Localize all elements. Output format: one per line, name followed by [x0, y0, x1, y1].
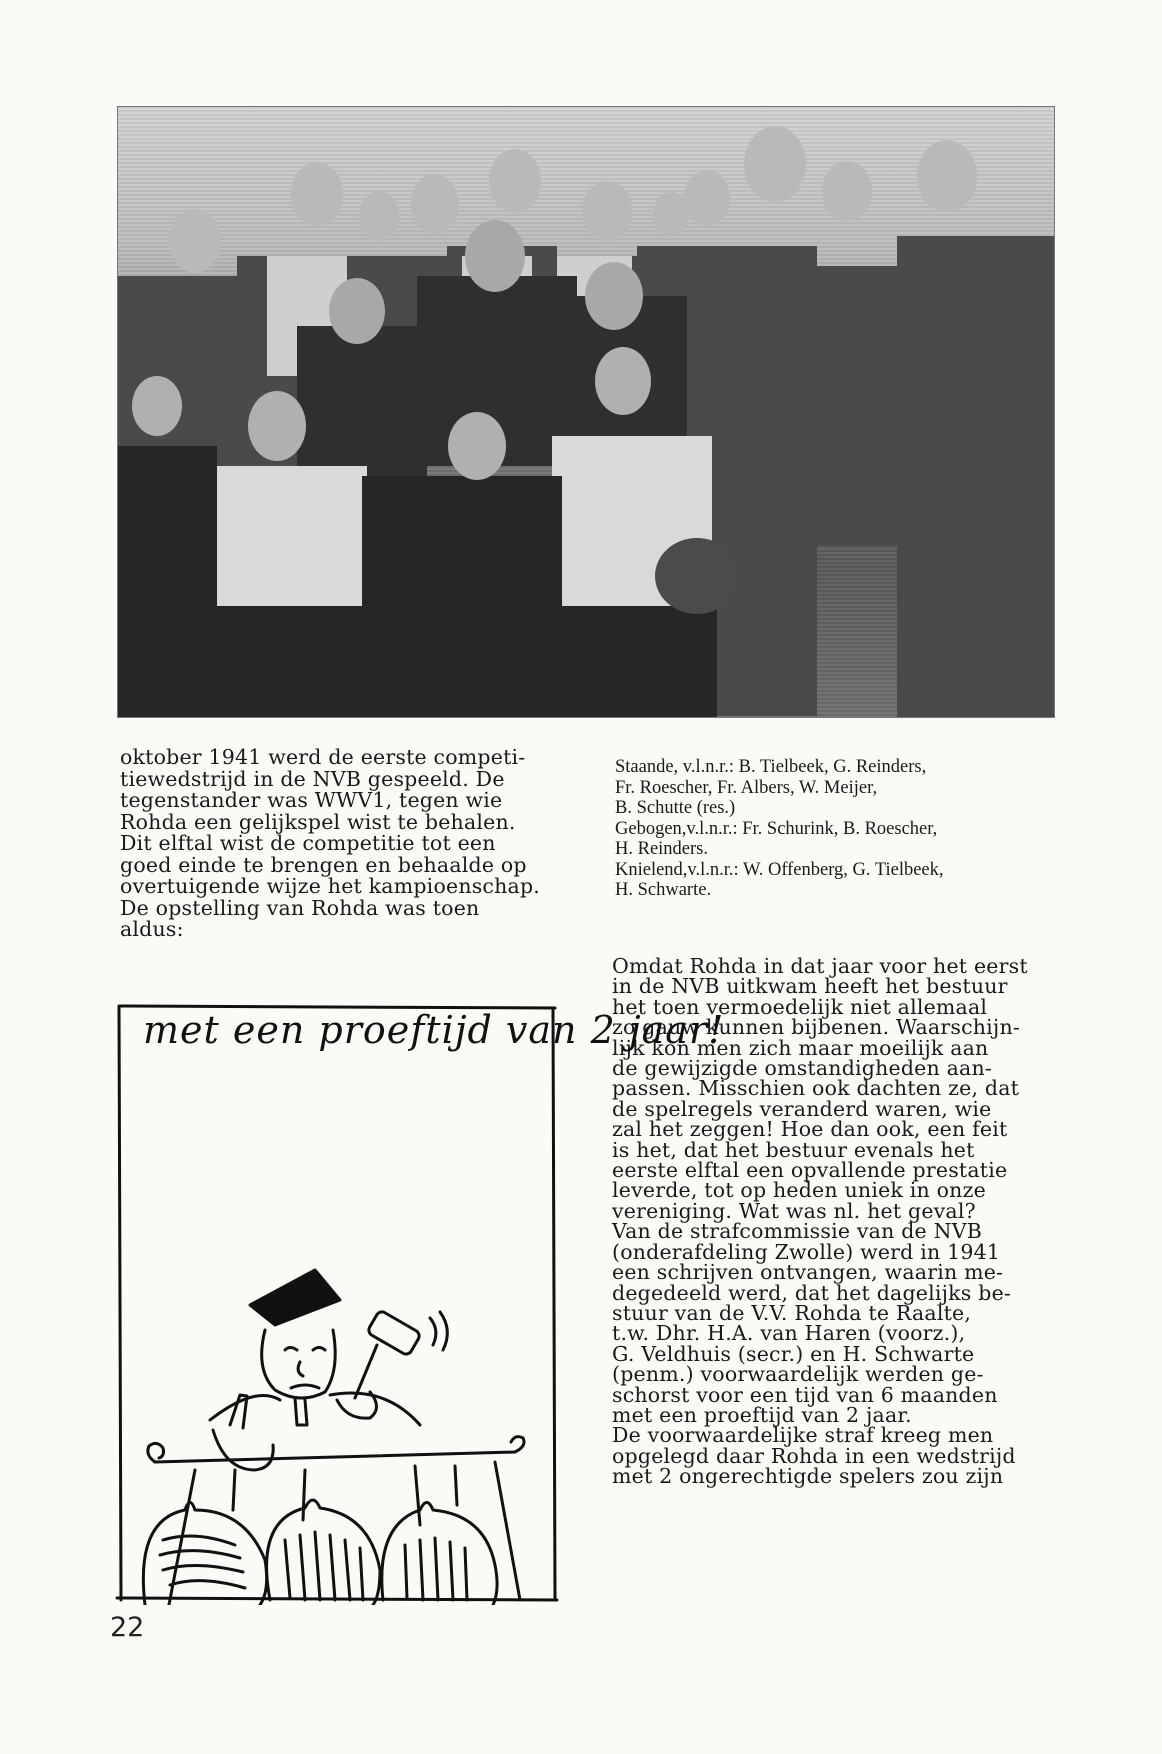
page-number: 22 — [110, 1612, 145, 1643]
story-paragraph: Omdat Rohda in dat jaar voor het eerst in de NVB uitkwam heeft het bestuur het toen vermoedelijk niet allemaal zo gauw kunnen bijbenen. Waarschijn- lijk kon men zich maar moeilijk aan de gewijzigde omstandigheden aan- passen. Misschien ook dachten ze, dat de spelregels veranderd waren, wie zal het zeggen! Hoe dan ook, een feit is het, dat het bestuur evenals het eerste elftal een opvallende prestatie leverde, tot op heden uniek in onze vereniging. Wat was nl. het geval? Van de strafcommissie van de NVB (onderafdeling Zwolle) werd in 1941 een schrijven ontvangen, waarin me- degedeeld werd, dat het dagelijks be- stuur van de V.V. Rohda te Raalte, t.w. Dhr. H.A. van Haren (voorz.), G. Veldhuis (secr.) en H. Schwarte (penm.) voorwaardelijk werden ge- schorst voor een tijd van 6 maanden met een proeftijd van 2 jaar. De voorwaardelijke straf kreeg men opgelegd daar Rohda in een wedstrijd met 2 ongerechtigde spelers zou zijn — [612, 954, 1028, 1489]
judge-cartoon-drawing — [115, 1000, 560, 1605]
team-photo-figures — [117, 106, 1055, 718]
intro-paragraph: oktober 1941 werd de eerste competi- tiewedstrijd in de NVB gespeeld. De tegenstander was WWV1, tegen wie Rohda een gelijkspel wist te behalen. Dit elftal wist de competitie tot een goed einde te brengen en behaalde op overtuigende wijze het kampioenschap. De opstelling van Rohda was toen aldus: — [120, 745, 540, 941]
photo-caption: Staande, v.l.n.r.: B. Tielbeek, G. Reinders, Fr. Roescher, Fr. Albers, W. Meijer, B. Schutte (res.) Gebogen,v.l.n.r.: Fr. Schurink, B. Roescher, H. Reinders. Knielend,v.l.n.r.: W. Offenberg, G. Tielbeek, H. Schwarte. — [615, 757, 944, 900]
cartoon-illustration — [115, 1000, 725, 1605]
team-photo — [117, 106, 1055, 718]
cartoon-caption: met een proeftijd van 2 jaar! — [143, 1008, 725, 1052]
